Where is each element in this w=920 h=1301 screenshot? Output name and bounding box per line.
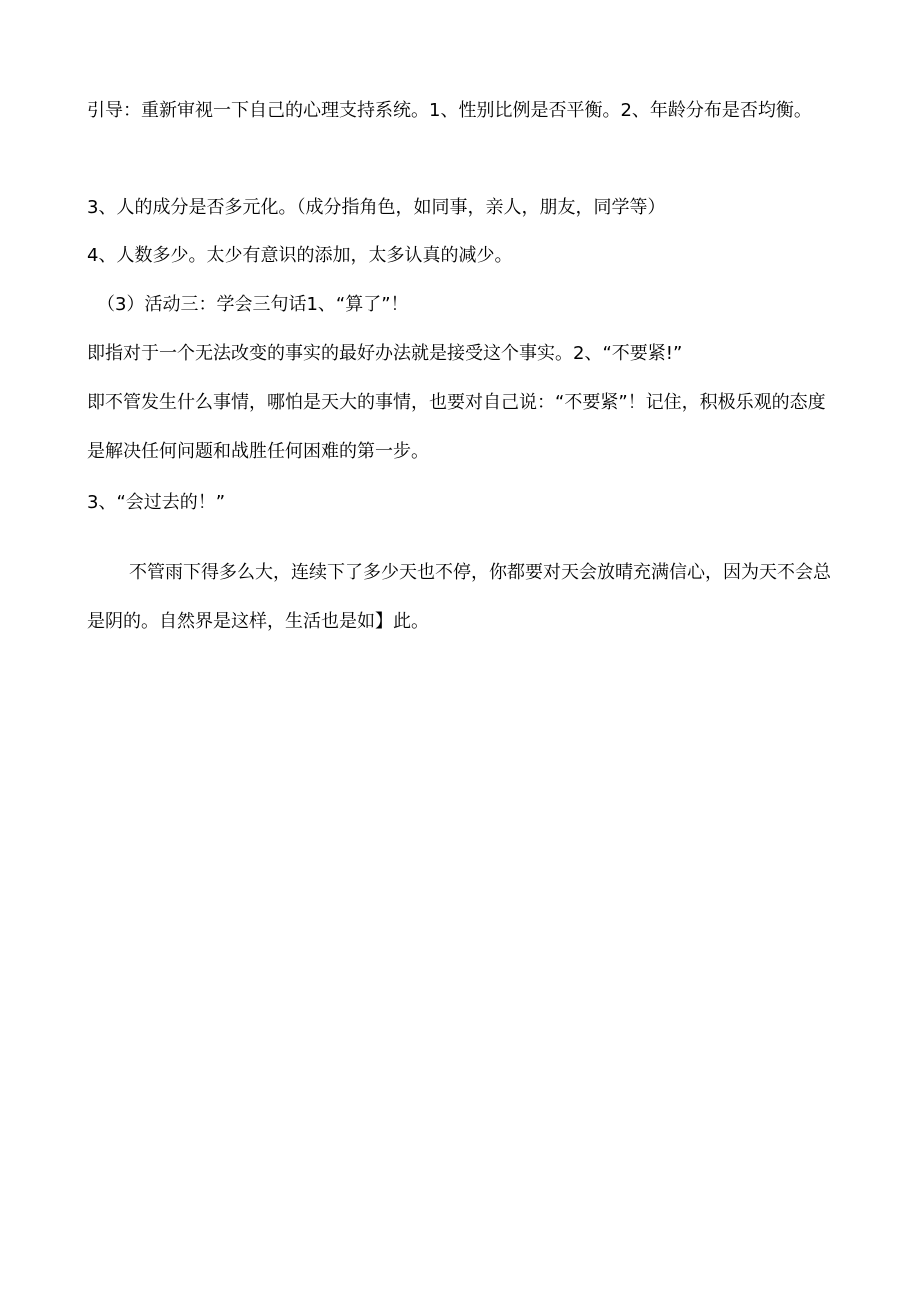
paragraph-it-will-pass: 3、“会过去的！” [87,492,226,513]
paragraph-item-3: 3、人的成分是否多元化。（成分指角色，如同事，亲人，朋友，同学等） [87,197,666,218]
paragraph-rain: 不管雨下得多么大，连续下了多少天也不停，你都要对天会放晴充满信心，因为天不会总是阴的。自然界是这样，生活也是如】此。 [87,562,831,632]
paragraph-no-worry: 即不管发生什么事情，哪怕是天大的事情，也要对自己说：“不要紧”！记住，积极乐观的态度是解决任何问题和战胜任何困难的第一步。 [87,392,826,462]
paragraph-item-4: 4、人数多少。太少有意识的添加，太多认真的减少。 [87,245,513,266]
paragraph-accept-fact: 即指对于一个无法改变的事实的最好办法就是接受这个事实。2、“不要紧!” [87,343,683,364]
paragraph-guide: 引导：重新审视一下自己的心理支持系统。1、性别比例是否平衡。2、年龄分布是否均衡。 [87,100,812,121]
paragraph-activity-3: （3）活动三：学会三句话1、“算了”！ [97,294,409,315]
